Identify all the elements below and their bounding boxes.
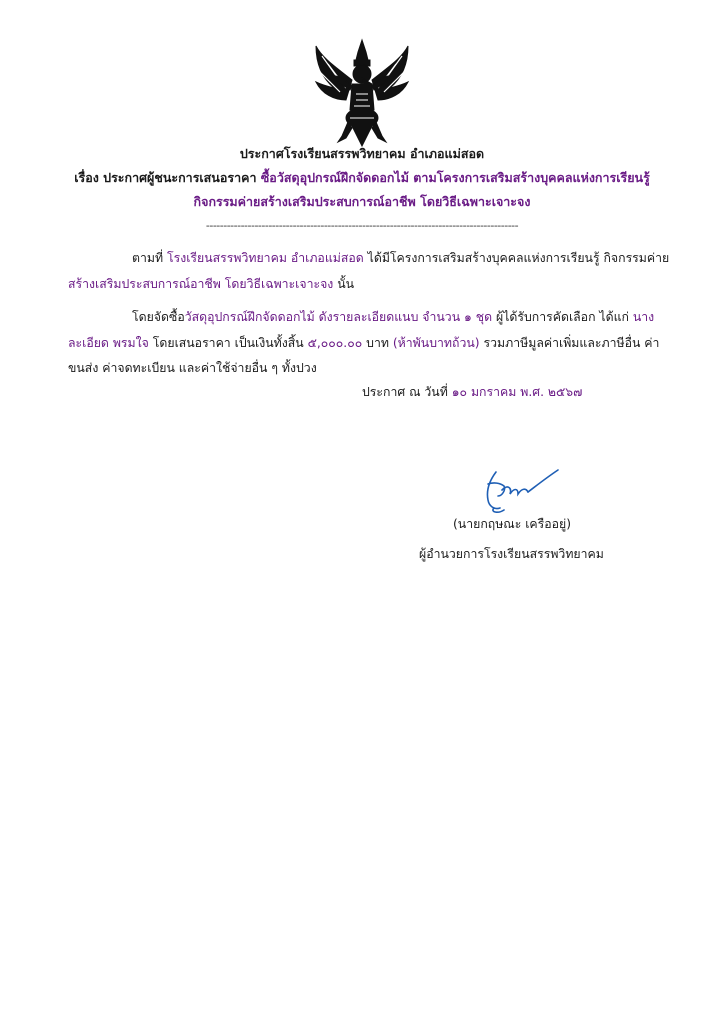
subject-text: ซื้อวัสดุอุปกรณ์ฝึกจัดดอกไม้ ตามโครงการเสริมสร้างบุคคลแห่งการเรียนรู้	[260, 170, 650, 185]
date-prefix: ประกาศ ณ วันที่	[362, 385, 452, 399]
announcement-heading	[0, 142, 724, 234]
date-value: ๑๐ มกราคม พ.ศ. ๒๕๖๗	[451, 385, 583, 399]
heading-divider: ------------------------------------------------------------------------------------------	[205, 219, 519, 232]
subject-text-cont: กิจกรรมค่ายสร้างเสริมประสบการณ์อาชีพ โดยวิธีเฉพาะเจาะจง	[193, 194, 531, 209]
p2-text-h: บาท	[362, 335, 393, 350]
paragraph-1-line-2	[68, 272, 654, 298]
p2-winner-name: ละเอียด พรมใจ	[68, 335, 149, 350]
subject-line-2	[0, 190, 724, 214]
announcement-title	[0, 142, 724, 166]
p2-title: นาง	[632, 310, 655, 324]
title-text: ประกาศโรงเรียนสรรพวิทยาคม อำเภอแม่สอด	[239, 146, 485, 161]
p1-school-name: โรงเรียนสรรพวิทยาคม อำเภอแม่สอด	[167, 251, 364, 265]
subject-prefix: เรื่อง ประกาศผู้ชนะการเสนอราคา	[74, 170, 261, 185]
p1-activity: สร้างเสริมประสบการณ์อาชีพ โดยวิธีเฉพาะเจาะจง	[68, 276, 334, 291]
signatory-name: (นายกฤษณะ เครืออยู่)	[453, 517, 572, 531]
paragraph-2-line-3	[68, 356, 654, 382]
signatory-position: ผู้อำนวยการโรงเรียนสรรพวิทยาคม	[419, 547, 604, 561]
paragraph-1-line-1	[68, 246, 670, 272]
p2-amount: ๕,๐๐๐.๐๐	[307, 335, 363, 350]
p1-text-c: ได้มีโครงการเสริมสร้างบุคคลแห่งการเรียนรู้ กิจกรรมค่าย	[363, 251, 670, 265]
p2-text-j: รวมภาษีมูลค่าเพิ่มและภาษีอื่น ค่า	[479, 335, 660, 350]
announcement-body	[68, 246, 670, 382]
garuda-emblem-icon	[312, 38, 412, 148]
p2-item: วัสดุอุปกรณ์ฝึกจัดดอกไม้ ดังรายละเอียดแนบ จำนวน ๑ ชุด	[184, 310, 493, 324]
p2-text-a: โดยจัดซื้อ	[132, 310, 185, 324]
paragraph-2-line-1	[68, 305, 654, 331]
p1-text-e: นั้น	[333, 276, 355, 291]
paragraph-2-line-2	[68, 331, 660, 357]
handwritten-signature	[476, 466, 560, 514]
p2-text-k: ขนส่ง ค่าจดทะเบียน และค่าใช้จ่ายอื่น ๆ ทั้งปวง	[68, 361, 317, 375]
p2-text-c: ผู้ได้รับการคัดเลือก ได้แก่	[492, 310, 633, 324]
announcement-date	[362, 380, 582, 404]
p2-amount-words: (ห้าพันบาทถ้วน)	[392, 335, 480, 350]
subject-line	[0, 166, 724, 190]
p2-text-f: โดยเสนอราคา เป็นเงินทั้งสิ้น	[148, 335, 308, 350]
p1-text-a: ตามที่	[132, 251, 168, 265]
